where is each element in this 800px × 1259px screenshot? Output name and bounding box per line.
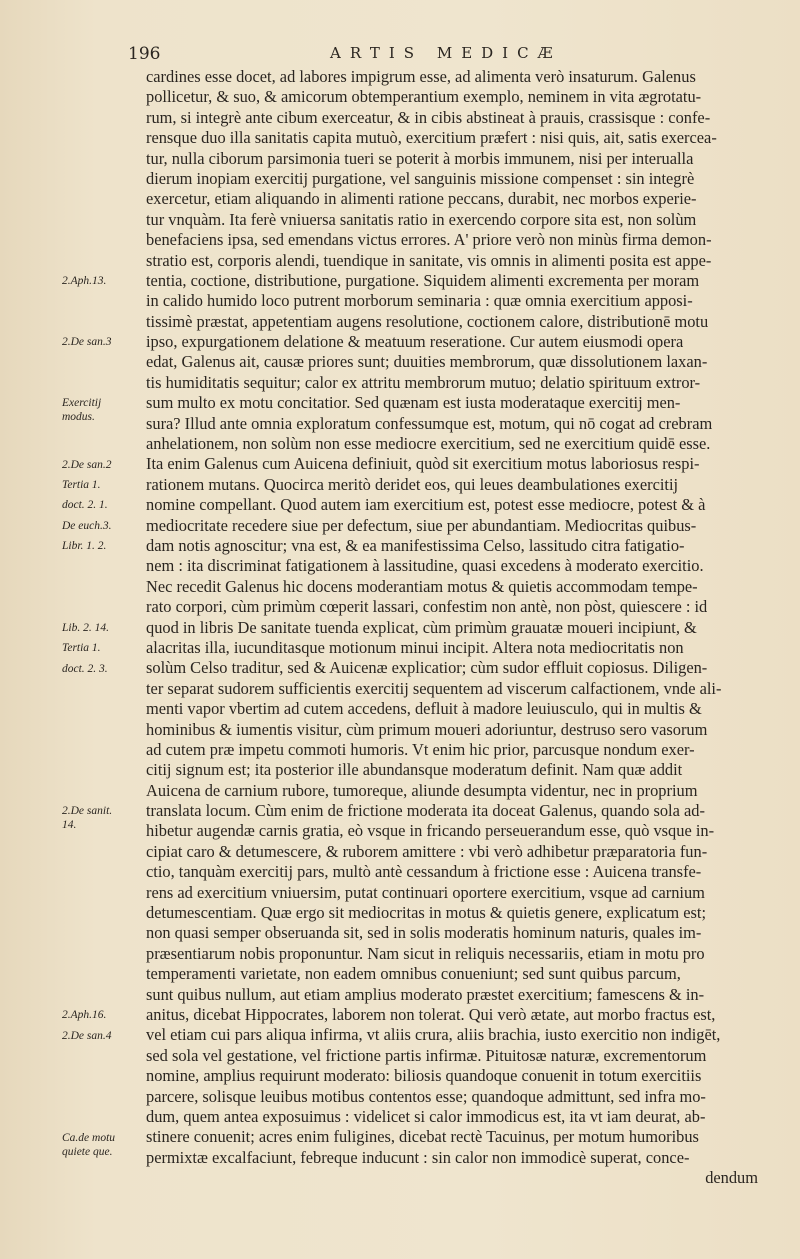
text-line: præsentiarum nobis proponuntur. Nam sicut in reliquis necessariis, etiam in motu pro bbox=[146, 943, 705, 963]
margin-note-text: quiete que. bbox=[62, 1145, 113, 1158]
text-line: rum, si integrè ante cibum exerceatur, & in cibis abstineat à prauis, crassisque : confe- bbox=[146, 107, 711, 127]
text-line: parcere, solisque leuibus motibus contentos esse; quandoque admittunt, sed infra mo- bbox=[146, 1086, 706, 1106]
catchword: dendum bbox=[705, 1168, 758, 1188]
text-line: non quasi semper obseruanda sit, sed in solis moderatis hominum naturis, quales im- bbox=[146, 923, 702, 943]
margin-note bbox=[62, 804, 112, 832]
text-line: nomine compellant. Quod autem iam exercitium est, potest esse mediocre, potest & à bbox=[146, 495, 706, 515]
text-line: quod in libris De sanitate tuenda explicat, cùm primùm grauatæ moueri incipiunt, & bbox=[146, 617, 697, 637]
margin-note-text: Tertia 1. bbox=[62, 642, 101, 655]
text-line: translata locum. Cùm enim de frictione moderata ita doceat Galenus, quando sola ad- bbox=[146, 801, 705, 821]
text-line: benefaciens ipsa, sed emendans victus errores. A' priore verò non minùs firma demon- bbox=[146, 230, 712, 250]
text-line: dam notis agnoscitur; vna est, & ea manifestissima Celso, lassitudo citra fatigatio- bbox=[146, 535, 685, 555]
text-line: permixtæ excalfaciunt, febreque inducunt : sin calor non immodicè superat, conce- bbox=[146, 1147, 690, 1167]
margin-note bbox=[62, 662, 108, 676]
margin-note-text: 14. bbox=[62, 819, 77, 832]
text-line: Auicena de carnium rubore, tumoreque, aliunde desumpta videntur, nec in proprium bbox=[146, 780, 698, 800]
margin-note bbox=[62, 478, 101, 492]
margin-note bbox=[62, 396, 101, 424]
text-line: hominibus & iumentis visitur, cùm primum moueri adoriuntur, destruso sero vasorum bbox=[146, 719, 708, 739]
margin-note-text: De euch.3. bbox=[62, 519, 112, 532]
margin-note-text: Exercitij bbox=[62, 397, 102, 410]
margin-note-text: 2.De san.3 bbox=[62, 336, 112, 349]
text-line: detumescentiam. Quæ ergo sit mediocritas in motus & quietis genere, explicatum est; bbox=[146, 903, 707, 923]
margin-note bbox=[62, 621, 109, 635]
text-line: rensque duo illa sanitatis capita mutuò, exercitium præfert : nisi quis, ait, satis exercea- bbox=[146, 128, 717, 148]
text-line: Nec recedit Galenus hic docens moderantiam motus & quietis accommodam tempe- bbox=[146, 576, 698, 596]
text-line: tentia, coctione, distributione, purgatione. Siquidem alimenti excrementa per moram bbox=[146, 270, 700, 290]
text-line: ctio, tanquàm exercitij pars, multò antè cessandum à frictione esse : Auicena transfe- bbox=[146, 862, 702, 882]
text-line: rationem mutans. Quocirca meritò deridet eos, qui leues deambulationes exercitij bbox=[146, 474, 679, 494]
margin-note-text: doct. 2. 3. bbox=[62, 662, 108, 675]
page-number: 196 bbox=[128, 44, 161, 64]
text-line: menti vapor vbertim ad cutem accedens, defluit à madore leuiusculo, qui in multis & bbox=[146, 699, 702, 719]
margin-note-text: modus. bbox=[62, 411, 95, 424]
text-line: tur vnquàm. Ita ferè vniuersa sanitatis ratio in exercendo corpore sita est, non solùm bbox=[146, 209, 697, 229]
text-line: hibetur augendæ carnis gratia, eò vsque in fricando perseuerandum esse, quò vsque in- bbox=[146, 821, 715, 841]
margin-note-text: Ca.de motu bbox=[62, 1131, 116, 1144]
text-line: alacritas illa, iucunditasque motionum minui incipit. Altera nota mediocritatis non bbox=[146, 637, 684, 657]
margin-note-text: 2.De sanit. bbox=[62, 805, 113, 818]
text-line: ipso, expurgationem delatione & meatuum reseratione. Cur autem eiusmodi opera bbox=[146, 332, 684, 352]
text-line: stinere conuenit; acres enim fuligines, dicebat rectè Tacuinus, per motum humoribus bbox=[146, 1127, 699, 1147]
margin-note-text: doct. 2. 1. bbox=[62, 499, 108, 512]
text-line: tissimè præstat, appetentiam augens resolutione, coctionem calore, distributionē motu bbox=[146, 311, 709, 331]
margin-note bbox=[62, 1029, 112, 1043]
text-line: dum, quem antea exposuimus : videlicet si calor immodicus est, ita vt iam deurat, ab- bbox=[146, 1106, 706, 1126]
margin-note bbox=[62, 274, 106, 288]
margin-note bbox=[62, 498, 108, 512]
text-line: mediocritate recedere siue per defectum, siue per abundantiam. Mediocritas quibus- bbox=[146, 515, 697, 535]
text-line: cipiat caro & detumescere, & ruborem amittere : vbi verò adhibetur præparatoria fun- bbox=[146, 841, 708, 861]
text-line: anitus, dicebat Hippocrates, laborem non tolerat. Qui verò ætate, aut morbo fractus est, bbox=[146, 1004, 716, 1024]
margin-note bbox=[62, 641, 101, 655]
text-line: nomine, amplius requirunt moderato: biliosis quandoque conuenit in totum exercitiis bbox=[146, 1066, 702, 1086]
text-line: tur, nulla ciborum parsimonia tueri se poterit à morbis immunem, nisi per interualla bbox=[146, 148, 694, 168]
text-line: rato corpori, cùm primùm cœperit lassari, confestim non antè, non pòst, quiescere : id bbox=[146, 597, 708, 617]
main-text bbox=[146, 67, 758, 1188]
text-line: edat, Galenus ait, causæ priores sunt; duuities membrorum, quæ dissolutionem laxan- bbox=[146, 352, 708, 372]
margin-note-text: 2.De san.2 bbox=[62, 458, 112, 471]
text-line: cardines esse docet, ad labores impigrum esse, ad alimenta verò insaturum. Galenus bbox=[146, 67, 696, 86]
margin-note-text: 2.Aph.13. bbox=[62, 275, 107, 287]
text-line: stratio est, corporis alendi, tuendique in sanitate, vis omnis in alimenti posita est appe- bbox=[146, 250, 712, 270]
text-line: sed sola vel gestatione, vel frictione partis infirmæ. Pituitosæ naturæ, excrementorum bbox=[146, 1045, 707, 1065]
text-line: dierum inopiam exercitij purgatione, vel sanguinis missione compenset : sin integrè bbox=[146, 168, 695, 188]
running-title: ARTIS MEDICÆ bbox=[330, 44, 562, 62]
text-line: in calido humido loco putrent morborum seminaria : quæ omnia exercitium apposi- bbox=[146, 291, 693, 311]
margin-note-text: Tertia 1. bbox=[62, 479, 101, 491]
text-line: sum multo ex motu concitatior. Sed quænam est iusta moderataque exercitij men- bbox=[146, 393, 681, 413]
margin-note-text: 2.De san.4 bbox=[62, 1029, 112, 1042]
page-header bbox=[0, 40, 800, 70]
text-line: pollicetur, & suo, & amicorum obtemperantium exemplo, neminem in vita ægrotatu- bbox=[146, 87, 702, 107]
text-line: tis humiditatis sequitur; calor ex attritu membrorum mutuo; delatio spirituum extror- bbox=[146, 372, 701, 392]
margin-note-text: Libr. 1. 2. bbox=[62, 540, 107, 553]
margin-note bbox=[62, 1008, 106, 1022]
text-line: sura? Illud ante omnia exploratum confessumque est, motum, qui nō cogat ad crebram bbox=[146, 413, 713, 433]
text-line: temperamenti varietate, non eadem omnibus conueniunt; sed sunt quibus parcum, bbox=[146, 964, 681, 984]
margin-note bbox=[62, 458, 112, 472]
margin-note-text: 2.Aph.16. bbox=[62, 1009, 107, 1022]
margin-note bbox=[62, 519, 112, 533]
text-line: solùm Celso traditur, sed & Auicenæ explicatior; cùm sudor effluit copiosus. Diligen- bbox=[146, 658, 708, 678]
text-line: ter separat sudorem sufficientis exercitij sequentem ad viscerum calfactionem, vnde ali- bbox=[146, 678, 722, 698]
margin-note bbox=[62, 539, 106, 553]
text-line: sunt quibus nullum, aut etiam amplius moderato præstet exercitium; famescens & in- bbox=[146, 984, 705, 1004]
text-line: nem : ita discriminat fatigationem à lassitudine, quasi excedens à moderato exercitio. bbox=[146, 556, 704, 576]
text-line: Ita enim Galenus cum Auicena definiuit, quòd sit exercitium motus laboriosus respi- bbox=[146, 454, 700, 474]
text-line: citij signum est; ita posterior ille abundansque moderatum definit. Nam quæ addit bbox=[146, 760, 683, 780]
text-line: exercetur, etiam aliquando in alimenti ratione peccans, durabit, nec morbos experie- bbox=[146, 189, 697, 209]
margin-note bbox=[62, 1131, 115, 1159]
margin-note-text: Lib. 2. 14. bbox=[62, 621, 109, 634]
text-line: rens ad exercitium vniuersim, putat continuari oportere exercitium, vsque ad carnium bbox=[146, 882, 705, 902]
text-line: ad cutem præ impetu commoti humoris. Vt enim hic prior, parcusque nondum exer- bbox=[146, 739, 695, 759]
margin-note bbox=[62, 335, 112, 349]
text-line: vel etiam cui pars aliqua infirma, vt aliis crura, aliis brachia, iusto exercitio non indigēt, bbox=[146, 1025, 721, 1045]
text-line: anhelationem, non solùm non esse mediocre exercitium, sed ne exercitium quidē esse. bbox=[146, 434, 711, 454]
